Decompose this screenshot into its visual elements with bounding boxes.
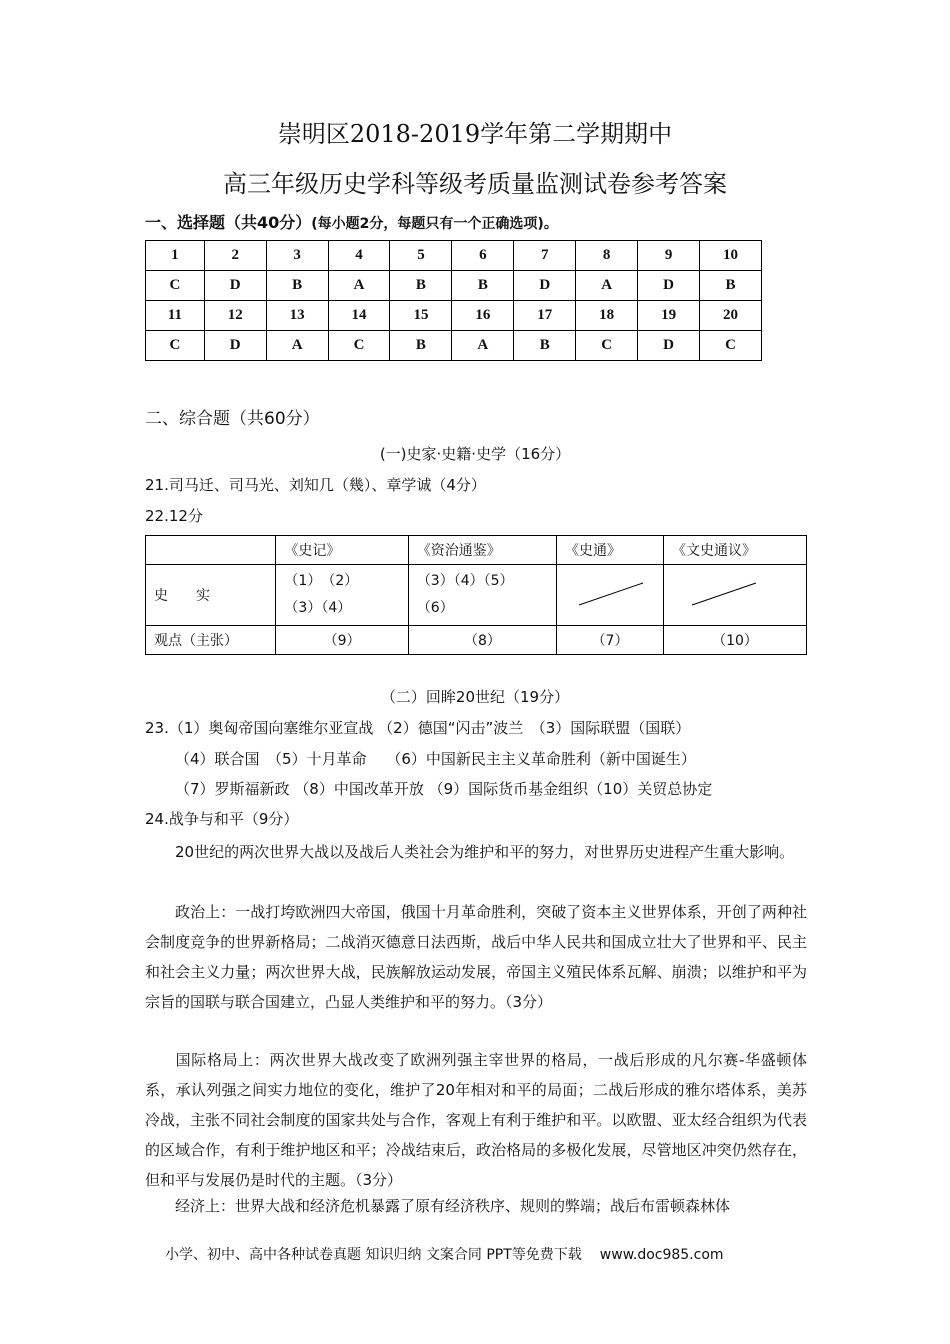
facts-label: 史 实 [146,565,276,626]
answer-cell: D [204,331,266,361]
question-number-cell: 16 [452,301,514,331]
facts-shiji-line1: （1） （2） [284,573,359,589]
q22-label: 22.12分 [145,507,203,525]
facts-shiji-line2: （3）（4） [284,600,352,616]
views-label: 观点（主张） [146,626,276,655]
answer-cell: D [514,271,576,301]
facts-zizhi [408,565,556,626]
answer-row [146,271,762,301]
question-number-cell: 14 [328,301,390,331]
answer-table [145,240,762,361]
q24-paragraph-2 [145,897,807,1017]
answer-row [146,331,762,361]
q22-header-cell [146,536,276,565]
q22-views-row [146,626,807,655]
question-number-cell: 1 [146,241,205,271]
question-number-cell: 11 [146,301,205,331]
answer-cell: C [700,331,762,361]
answer-cell: C [146,271,205,301]
answer-cell: A [452,331,514,361]
question-number-cell: 7 [514,241,576,271]
question-number-cell: 8 [576,241,638,271]
q23-line-2: （4）联合国 （5）十月革命 （6）中国新民主主义革命胜利（新中国诞生） [175,750,696,768]
question-number-cell: 10 [700,241,762,271]
facts-shitong-empty [557,565,664,626]
section1-title: 一、选择题（共40分） [145,213,312,232]
view-cell: （7） [557,626,664,655]
q24-paragraph-3-text: 国际格局上：两次世界大战改变了欧洲列强主宰世界的格局，一战后形成的凡尔赛-华盛顿体系，承认列强之间实力地位的变化，维护了20年相对和平的局面；二战后形成的雅尔塔体系，美苏冷战，主张不同社会制度的国家共处与合作，客观上有利于维护和平。以欧盟、亚太经合组织为代表的区域合作，有利于维护地区和平；冷战结束后，政治格局的多极化发展，尽管地区冲突仍然存在，但和平与发展仍是时代的主题。（3分） [145,1051,807,1189]
section2-heading: 二、综合题（共60分） [145,409,320,429]
facts-wenshi-empty [664,565,807,626]
question-number-cell: 20 [700,301,762,331]
section1-note: (每小题2分，每题只有一个正确选项)。 [311,216,558,232]
question-number-cell: 2 [204,241,266,271]
question-number-cell: 9 [638,241,700,271]
answer-cell: B [266,271,328,301]
answer-cell: D [638,271,700,301]
question-number-cell: 13 [266,301,328,331]
title-line-1: 崇明区2018-2019学年第二学期期中 [277,120,673,148]
q23-line-3: （7）罗斯福新政 （8）中国改革开放 （9）国际货币基金组织（10）关贸总协定 [175,780,713,798]
answer-cell: C [328,331,390,361]
q24-paragraph-3 [145,1045,807,1195]
answer-cell: D [204,271,266,301]
q24-paragraph-4-text: 经济上：世界大战和经济危机暴露了原有经济秩序、规则的弊端；战后布雷顿森林体 [175,1197,731,1215]
answer-cell: C [576,331,638,361]
facts-zizhi-line1: （3）（4）（5） [416,573,514,589]
view-cell: （10） [664,626,807,655]
diagonal-slash [565,573,655,613]
view-cell: （8） [408,626,556,655]
q22-facts-row [146,565,807,626]
q24-paragraph-4 [145,1191,807,1221]
answer-cell: C [146,331,205,361]
q24-paragraph-1 [145,837,807,867]
footer [165,1244,724,1264]
question-number-cell: 6 [452,241,514,271]
part2-title: （二）回眸20世纪（19分） [380,688,570,706]
question-number-cell: 4 [328,241,390,271]
question-number-cell: 18 [576,301,638,331]
question-number-cell: 19 [638,301,700,331]
q22-table [145,535,807,655]
answer-cell: A [576,271,638,301]
q22-header-cell: 《史记》 [276,536,408,565]
answer-cell: B [514,331,576,361]
footer-site-link[interactable]: www.doc985.com [599,1247,724,1263]
question-number-cell: 5 [390,241,452,271]
answer-cell: B [390,331,452,361]
question-number-row [146,301,762,331]
q23-line-1: 23.（1）奥匈帝国向塞维尔亚宣战 （2）德国“闪击”波兰 （3）国际联盟（国联） [145,719,691,737]
facts-shiji [276,565,408,626]
question-number-cell: 3 [266,241,328,271]
diagonal-slash [672,573,792,613]
answer-cell: B [700,271,762,301]
q22-header-cell: 《资治通鉴》 [408,536,556,565]
title-line-2: 高三年级历史学科等级考质量监测试卷参考答案 [223,170,727,198]
view-cell: （9） [276,626,408,655]
question-number-row [146,241,762,271]
section1-heading [145,210,558,233]
q22-header-cell: 《史通》 [557,536,664,565]
footer-text: 小学、初中、高中各种试卷真题 知识归纳 文案合同 PPT等免费下载 [165,1247,582,1263]
answer-cell: A [266,331,328,361]
question-number-cell: 15 [390,301,452,331]
question-number-cell: 17 [514,301,576,331]
q22-header-row [146,536,807,565]
q24-paragraph-1-text: 20世纪的两次世界大战以及战后人类社会为维护和平的努力，对世界历史进程产生重大影响。 [175,843,795,861]
q21-answer: 21.司马迁、司马光、刘知几（幾）、章学诚（4分） [145,476,486,494]
answer-cell: D [638,331,700,361]
facts-zizhi-line2: （6） [416,600,454,616]
q24-paragraph-2-text: 政治上：一战打垮欧洲四大帝国，俄国十月革命胜利，突破了资本主义世界体系，开创了两种社会制度竞争的世界新格局；二战消灭德意日法西斯，战后中华人民共和国成立壮大了世界和平、民主和社会主义力量；两次世界大战，民族解放运动发展，帝国主义殖民体系瓦解、崩溃；以维护和平为宗旨的国联与联合国建立，凸显人类维护和平的努力。（3分） [145,903,807,1011]
answer-cell: B [452,271,514,301]
answer-cell: A [328,271,390,301]
q24-title: 24.战争与和平（9分） [145,810,299,828]
answer-cell: B [390,271,452,301]
q22-header-cell: 《文史通议》 [664,536,807,565]
part1-title: (一)史家·史籍·史学（16分） [379,445,571,463]
question-number-cell: 12 [204,301,266,331]
